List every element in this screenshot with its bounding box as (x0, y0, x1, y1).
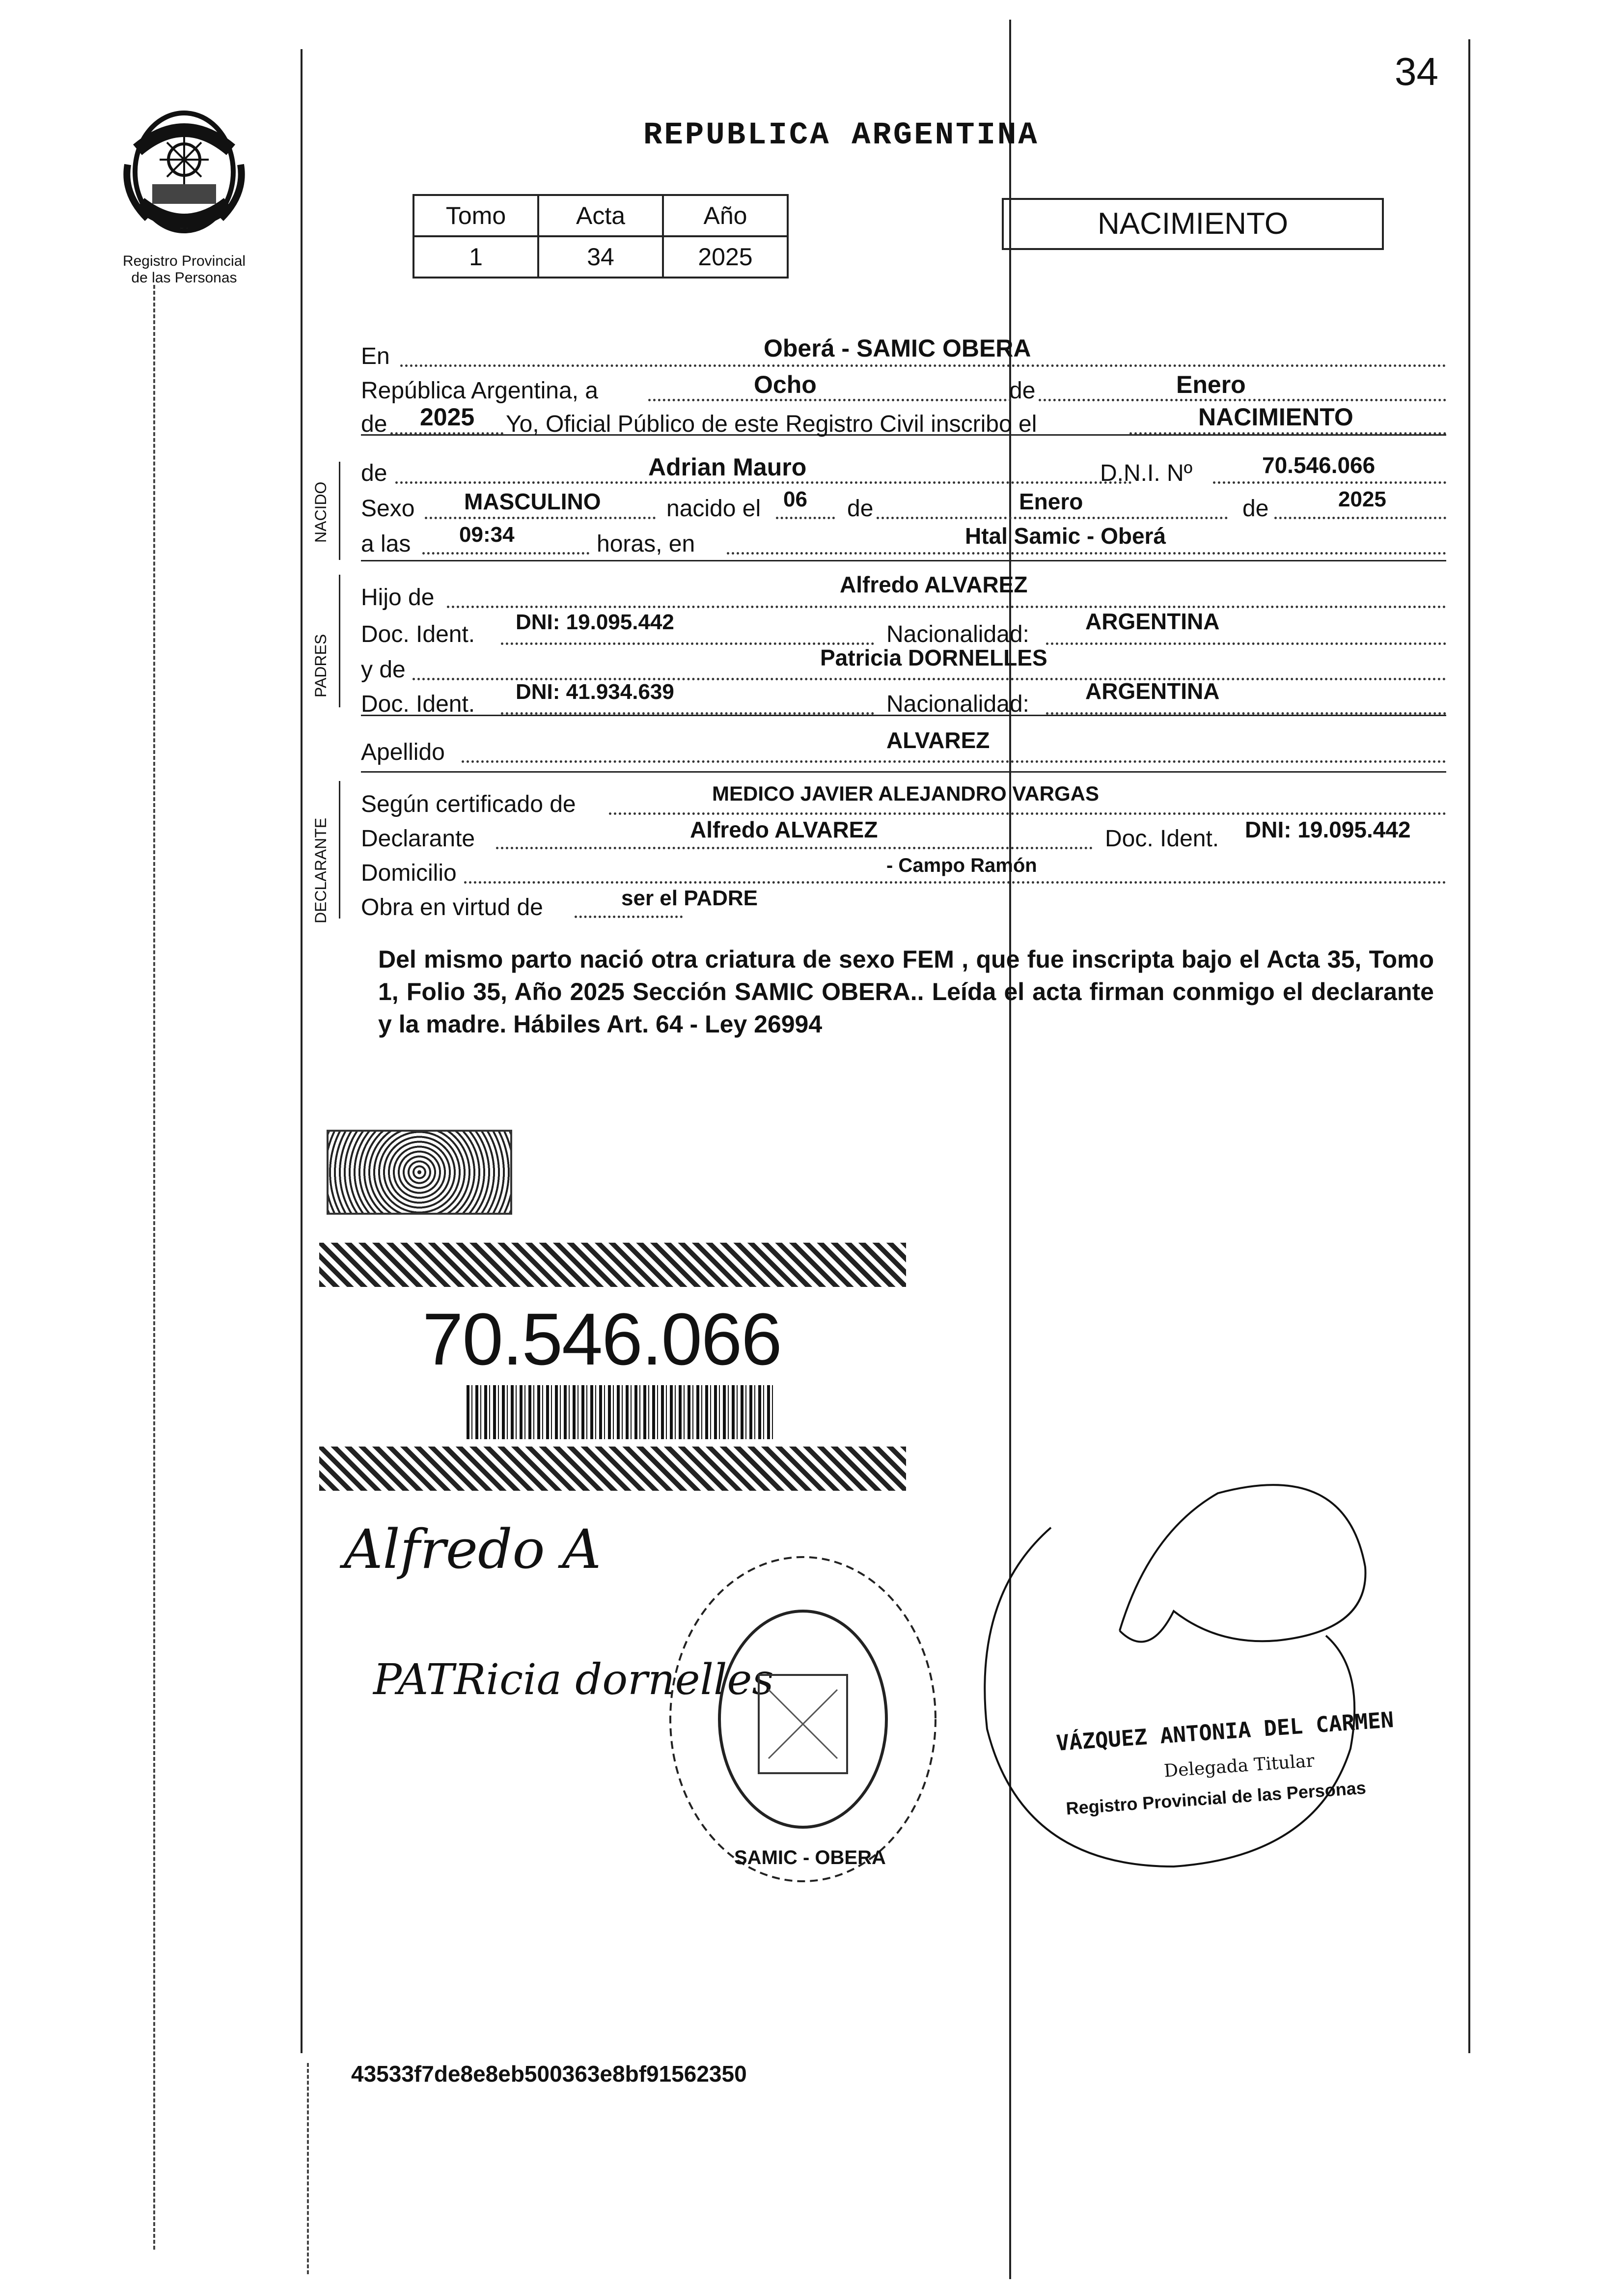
dots-madre-doc (501, 712, 874, 715)
value-hora: 09:34 (459, 523, 515, 547)
official-signature-loop (963, 1474, 1404, 1891)
value-lugar: Htal Samic - Oberá (965, 523, 1166, 549)
dots-declarante (496, 847, 1093, 849)
label-oficial: Yo, Oficial Público de este Registro Civil inscribo el (506, 411, 1037, 437)
value-apellido: ALVAREZ (886, 727, 990, 753)
cell-anio: 2025 (663, 236, 788, 278)
col-header-tomo: Tomo (413, 195, 538, 236)
label-sexo: Sexo (361, 496, 415, 522)
nacido-bracket (339, 462, 340, 560)
separator-4 (361, 771, 1446, 773)
label-nac-padre: Nacionalidad: (886, 621, 1029, 647)
row-obra (361, 886, 1446, 920)
value-certificado: MEDICO JAVIER ALEJANDRO VARGAS (712, 782, 1099, 805)
value-padre: Alfredo ALVAREZ (840, 572, 1028, 597)
label-dni: D.N.I. Nº (1100, 460, 1193, 486)
dots-certificado (609, 812, 1446, 815)
notes-paragraph: Del mismo parto nació otra criatura de sexo FEM , que fue inscripta bajo el Acta 35, Tomo 1, Folio 35, Año 2025 Sección SAMIC OBERA.. Leída el acta firman conmigo el declarante y la madre. Hábiles Art. 64 - Ley 26994 (378, 946, 1434, 1038)
dots-domicilio (464, 881, 1446, 884)
registry-line2: de las Personas (131, 270, 237, 286)
registry-line1: Registro Provincial (122, 253, 246, 269)
row-oficial (361, 403, 1446, 437)
page-number: 34 (1395, 50, 1438, 93)
label-doc-padre: Doc. Ident. (361, 621, 475, 647)
province-logo (118, 106, 250, 238)
value-en: Oberá - SAMIC OBERA (764, 334, 1031, 362)
label-declarante: Declarante (361, 826, 475, 852)
left-dashed-line (153, 285, 155, 2250)
left-margin-line (301, 49, 303, 2053)
official-org: Registro Provincial de las Personas (1065, 1777, 1367, 1819)
side-label-declarante: DECLARANTE (312, 817, 330, 923)
side-label-padres: PADRES (312, 634, 330, 697)
dots-lugar (727, 552, 1446, 555)
label-de-mes: de (1009, 378, 1036, 404)
official-seal (661, 1542, 945, 1896)
signature-mother: PATRicia dornelles (373, 1655, 774, 1704)
cell-tomo: 1 (413, 236, 538, 278)
value-anio: 2025 (420, 403, 475, 431)
value-mes: Enero (1176, 371, 1246, 398)
value-nombre: Adrian Mauro (648, 453, 807, 481)
dots-mes (1039, 399, 1446, 401)
label-hijo-de: Hijo de (361, 585, 435, 611)
value-sexo: MASCULINO (464, 489, 601, 514)
row-fecha (361, 373, 1446, 404)
value-obra: ser el PADRE (621, 886, 758, 910)
value-padre-nac: ARGENTINA (1085, 609, 1220, 634)
row-sexo (361, 487, 1446, 522)
col-header-acta: Acta (538, 195, 663, 236)
side-label-nacido: NACIDO (312, 481, 330, 543)
label-doc-madre: Doc. Ident. (361, 691, 475, 717)
value-nacido-mes: Enero (1019, 489, 1083, 514)
row-padre-doc (361, 609, 1446, 647)
left-dashed-line-bottom (307, 2063, 309, 2274)
dots-anio (390, 432, 503, 435)
seal-bottom-text: SAMIC - OBERA (734, 1847, 886, 1868)
row-declarante (361, 817, 1446, 852)
dots-dni (1213, 481, 1446, 484)
row-padre (361, 572, 1446, 611)
document-hash: 43533f7de8e8eb500363e8bf91562350 (351, 2061, 747, 2087)
security-band-top (319, 1243, 906, 1287)
row-nombre (361, 452, 1446, 486)
registry-caption (110, 253, 258, 286)
label-y-de: y de (361, 657, 406, 683)
label-obra: Obra en virtud de (361, 894, 543, 920)
label-doc-declarante: Doc. Ident. (1105, 826, 1219, 852)
value-nacido-dia: 06 (783, 487, 807, 511)
official-name: VÁZQUEZ ANTONIA DEL CARMEN (1055, 1707, 1395, 1756)
dots-padre-nac (1046, 642, 1446, 645)
row-domicilio (361, 855, 1446, 885)
value-padre-doc: DNI: 19.095.442 (516, 610, 674, 634)
separator-2 (361, 560, 1446, 561)
dots-madre-nac (1046, 712, 1446, 715)
volume-table (413, 194, 789, 279)
row-certificado (361, 782, 1446, 817)
dots-en (400, 364, 1446, 367)
row-apellido (361, 727, 1446, 765)
value-madre-doc: DNI: 41.934.639 (516, 680, 674, 704)
dots-padre (447, 606, 1446, 608)
security-band-bottom (319, 1447, 906, 1491)
barcode (467, 1385, 776, 1439)
official-title: Delegada Titular (1163, 1751, 1315, 1782)
value-declarante: Alfredo ALVAREZ (690, 817, 878, 842)
label-apellido: Apellido (361, 739, 445, 765)
label-a-las: a las (361, 531, 411, 557)
col-header-anio: Año (663, 195, 788, 236)
value-dia: Ocho (754, 371, 817, 398)
padres-bracket (339, 575, 340, 707)
dots-nacido-mes (877, 517, 1228, 519)
label-certificado: Según certificado de (361, 791, 576, 817)
label-de-anio: de (361, 411, 387, 437)
record-type-box: NACIMIENTO (1002, 198, 1384, 250)
label-de-nombre: de (361, 460, 387, 486)
dots-nombre (395, 481, 1132, 484)
label-de-nacido-anio: de (1242, 496, 1269, 522)
value-domicilio: - Campo Ramón (886, 855, 1037, 876)
row-hora (361, 523, 1446, 557)
value-declarante-doc: DNI: 19.095.442 (1245, 817, 1411, 842)
row-madre-doc (361, 678, 1446, 717)
value-dni: 70.546.066 (1262, 452, 1376, 478)
row-madre (361, 645, 1446, 683)
value-nacido-anio: 2025 (1338, 487, 1386, 511)
right-margin-line (1468, 39, 1470, 2053)
id-number-large: 70.546.066 (422, 1298, 781, 1380)
label-en: En (361, 343, 390, 369)
dots-nacido-dia (776, 517, 835, 519)
dots-hora (422, 552, 589, 555)
label-nac-madre: Nacionalidad: (886, 691, 1029, 717)
label-domicilio: Domicilio (361, 860, 457, 886)
dots-padre-doc (501, 642, 874, 645)
dots-dia (648, 399, 1012, 401)
row-en (361, 334, 1446, 369)
dots-nacido-anio (1274, 517, 1446, 519)
label-horas-en: horas, en (597, 531, 695, 557)
dots-apellido (462, 760, 1446, 763)
value-inscribo: NACIMIENTO (1198, 403, 1353, 431)
label-nacido-el: nacido el (666, 496, 761, 522)
signature-father: Alfredo A (344, 1518, 602, 1581)
declarante-bracket (339, 781, 340, 919)
dots-inscribo (1129, 432, 1446, 435)
dots-sexo (425, 517, 656, 519)
value-madre-nac: ARGENTINA (1085, 678, 1220, 704)
value-madre: Patricia DORNELLES (820, 645, 1047, 670)
label-republica: República Argentina, a (361, 378, 598, 404)
cell-acta: 34 (538, 236, 663, 278)
dots-obra (575, 916, 683, 918)
security-hologram (327, 1130, 512, 1215)
country-title: REPUBLICA ARGENTINA (643, 118, 1039, 153)
label-de-nacido-mes: de (847, 496, 874, 522)
